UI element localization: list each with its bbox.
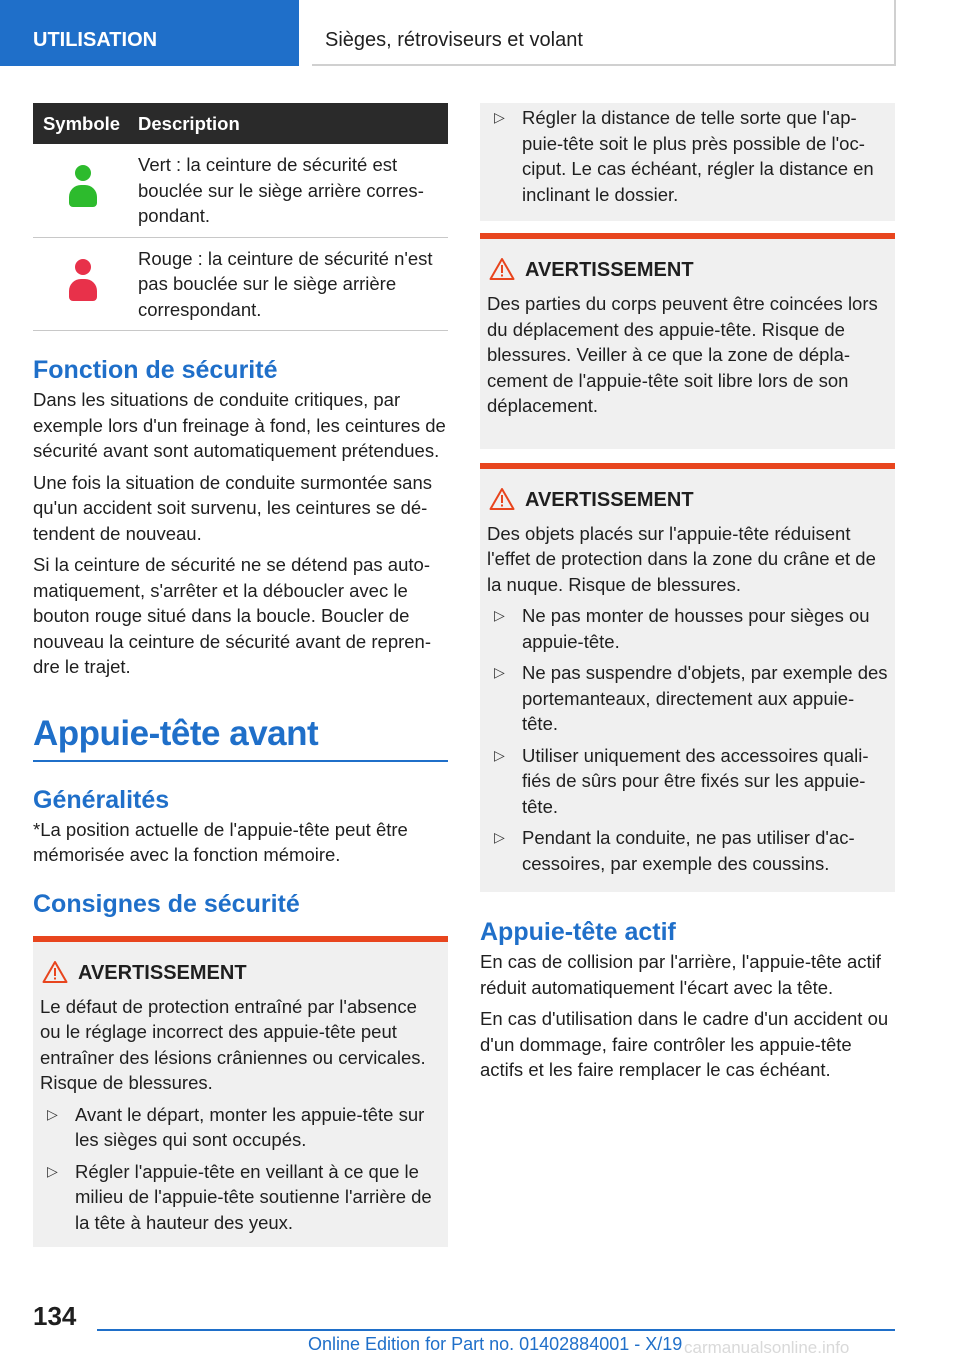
bullet-triangle-icon: ▷ — [494, 607, 505, 623]
warning-text: Des parties du corps peuvent être coincées lors du déplacement des appuie-tête. Risque de blessures. Veiller à ce que la zone de déplacement de l'appuie-tête soit libre lors de son déplacement. — [487, 293, 878, 416]
generalites-heading: Généralités — [33, 785, 170, 814]
actif-paragraph: En cas d'utilisation dans le cadre d'un accident ou d'un dommage, faire contrôler les appuie-tête actifs et les faire remplacer le cas échéant. — [480, 1008, 889, 1080]
list-item-text: Avant le départ, monter les appuie-tête sur les sièges qui sont occupés. — [75, 1103, 425, 1150]
table-row — [33, 144, 448, 237]
page-number: 134 — [33, 1301, 77, 1331]
list-item — [487, 825, 888, 876]
header-chapter — [312, 0, 896, 66]
bullet-triangle-icon: ▷ — [494, 664, 505, 680]
footer-edition: Online Edition for Part no. 01402884001 - X/19 — [308, 1334, 683, 1354]
appuie-avant-heading: Appuie-tête avant — [33, 713, 319, 753]
bullet-triangle-icon: ▷ — [47, 1162, 58, 1179]
table-row — [33, 237, 448, 331]
warning-box-3 — [480, 463, 895, 893]
warning-title — [487, 489, 888, 515]
warning-triangle-icon — [42, 960, 68, 984]
list-item — [487, 603, 888, 654]
description-cell: Rouge : la ceinture de sécurité n'est pas bouclée sur le siège arrière correspondant. — [130, 237, 448, 331]
warning-title-label: AVERTISSEMENT — [78, 961, 247, 984]
list-item — [40, 1102, 441, 1153]
list-item — [40, 1159, 441, 1236]
actif-heading: Appuie-tête actif — [480, 918, 676, 946]
bullet-triangle-icon: ▷ — [494, 746, 505, 763]
warning-title-label: AVERTISSEMENT — [525, 488, 694, 511]
left-column — [33, 103, 448, 1247]
fonction-paragraph: Si la ceinture de sécurité ne se détend pas automatiquement, s'arrêter et la déboucler avec le bouton rouge situé dans la boucle. Boucler de nouveau la ceinture de sécurité avant de reprendre le trajet. — [33, 554, 432, 677]
warning-title — [40, 962, 441, 988]
warning-text: Le défaut de protection entraîné par l'absence ou le réglage incorrect des appuie-tête peut entraîner des lésions crâniennes ou cervicales. Risque de blessures. — [40, 995, 426, 1093]
description-cell: Vert : la ceinture de sécurité est bouclée sur le siège arrière correspondant. — [130, 144, 448, 237]
green-seatbelt-person-icon — [68, 165, 98, 209]
warning-title-label: AVERTISSEMENT — [525, 259, 694, 281]
list-item-text: Régler l'appuie-tête en veillant à ce que le milieu de l'appuie-tête soutienne l'arrière de la tête à hauteur des yeux. — [75, 1160, 432, 1233]
red-seatbelt-person-icon — [68, 259, 98, 303]
fonction-paragraph: Une fois la situation de conduite surmontée sans qu'un accident soit survenu, les ceintures se détendent de nouveau. — [33, 471, 433, 544]
fonction-paragraph: Dans les situations de conduite critiques, par exemple lors d'un freinage à fond, les ceintures de sécurité avant sont automatiquement prétendues. — [33, 389, 446, 461]
col-symbol: Symbole — [33, 103, 130, 144]
bullet-triangle-icon: ▷ — [494, 829, 505, 845]
warning-triangle-icon — [489, 257, 515, 281]
warning-box-1 — [33, 936, 448, 1248]
right-column — [480, 103, 895, 1083]
heading-rule — [33, 760, 448, 762]
header-chapter-label: Sièges, rétroviseurs et volant — [325, 29, 583, 51]
list-item-text: Utiliser uniquement des accessoires qualifiés de sûrs pour être fixés sur les appuie-tête. — [522, 744, 869, 817]
warning-title — [487, 259, 888, 285]
header-section — [0, 0, 299, 66]
list-item — [487, 743, 888, 820]
header-section-label: UTILISATION — [33, 29, 158, 51]
warning-bullet-list — [487, 603, 888, 876]
list-item — [487, 105, 888, 207]
symbol-cell — [33, 237, 130, 331]
warning-bullet-list — [40, 1102, 441, 1236]
warning-text: Des objets placés sur l'appuie-tête réduisent l'effet de protection dans la zone du crâne et de la nuque. Risque de blessures. — [487, 522, 876, 595]
bullet-triangle-icon: ▷ — [494, 109, 505, 125]
list-item-text: Régler la distance de telle sorte que l'appuie-tête soit le plus près possible de l'occiput. Le cas échéant, régler la distance en inclinant le dossier. — [522, 107, 874, 205]
actif-paragraph: En cas de collision par l'arrière, l'appuie-tête actif réduit automatiquement l'écart avec la tête. — [480, 951, 881, 998]
watermark: carmanualsonline.info — [684, 1338, 850, 1357]
list-item-text: Ne pas monter de housses pour sièges ou appuie-tête. — [522, 605, 870, 652]
footer-rule — [97, 1329, 895, 1331]
consignes-heading: Consignes de sécurité — [33, 889, 300, 918]
list-item-text: Ne pas suspendre d'objets, par exemple des portemanteaux, directement aux appuie-tête. — [522, 662, 888, 734]
symbol-table — [33, 103, 448, 331]
list-item-text: Pendant la conduite, ne pas utiliser d'accessoires, par exemple des coussins. — [522, 827, 855, 874]
col-description: Description — [130, 103, 448, 144]
list-item — [487, 660, 888, 737]
symbol-table-header — [33, 103, 448, 144]
warning-box-1-continued — [480, 103, 895, 221]
symbol-cell — [33, 144, 130, 237]
generalites-text: *La position actuelle de l'appuie-tête peut être mémorisée avec la fonction mémoire. — [33, 818, 408, 865]
warning-triangle-icon — [489, 487, 515, 511]
fonction-heading: Fonction de sécurité — [33, 356, 278, 384]
bullet-triangle-icon: ▷ — [47, 1105, 58, 1122]
warning-box-2 — [480, 233, 895, 449]
